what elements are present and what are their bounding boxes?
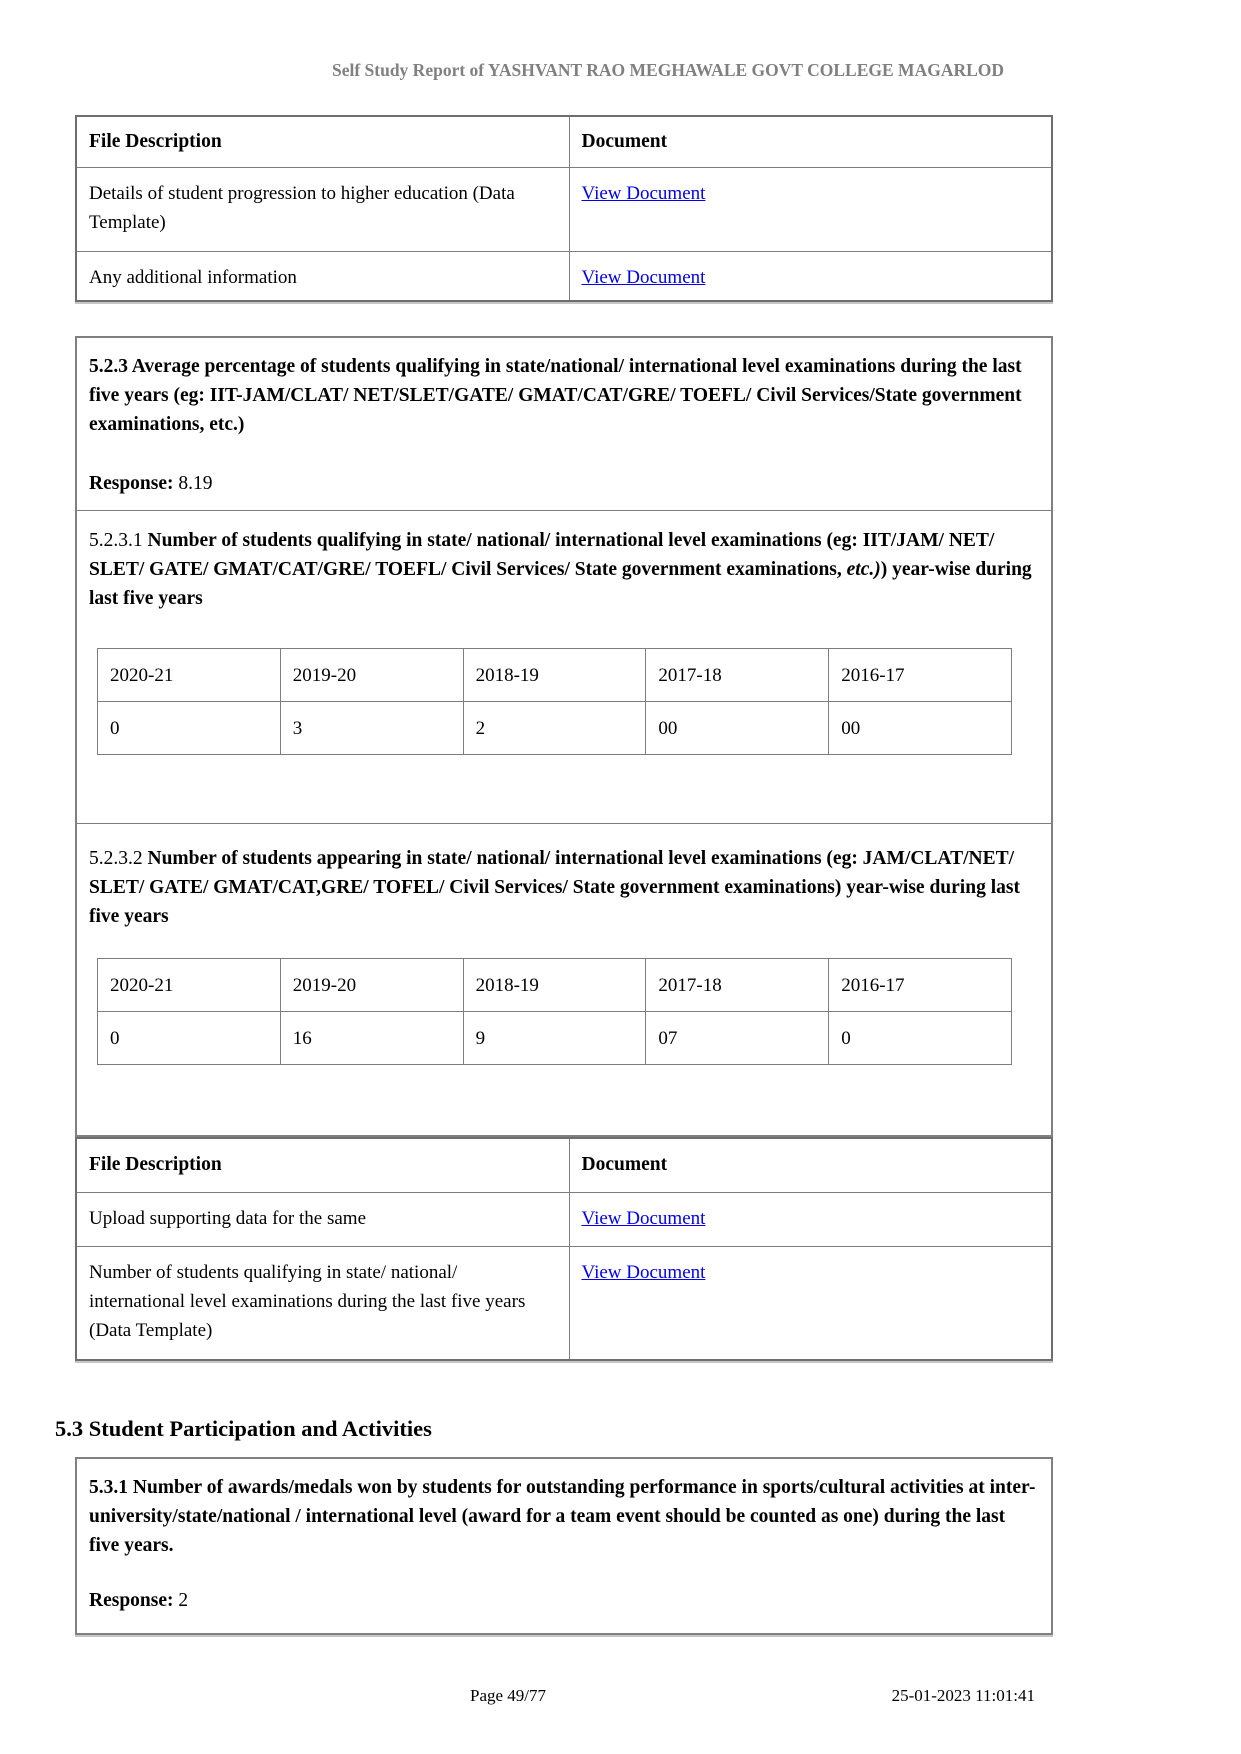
table-row xyxy=(76,1192,1052,1246)
table-row xyxy=(76,251,1052,301)
document-cell xyxy=(569,1192,1052,1246)
value-cell: 0 xyxy=(98,1012,281,1065)
response-label: Response: xyxy=(89,473,174,494)
file-description-cell: Upload supporting data for the same xyxy=(76,1192,569,1246)
value-row xyxy=(98,702,1012,755)
year-cell: 2016-17 xyxy=(829,649,1012,702)
view-document-link[interactable]: View Document xyxy=(581,266,706,288)
section-5-3-1-title: 5.3.1 Number of awards/medals won by students for outstanding performance in sports/cultural activities at inter-university/state/national / international level (award for a team event should be counted as one) during the last five years. xyxy=(89,1477,1036,1556)
file-description-cell: Number of students qualifying in state/ national/ international level examinations during the last five years (Data Template) xyxy=(76,1246,569,1360)
year-cell: 2019-20 xyxy=(280,649,463,702)
response-value: 8.19 xyxy=(178,473,213,494)
value-cell: 2 xyxy=(463,702,646,755)
running-header: Self Study Report of YASHVANT RAO MEGHAWALE GOVT COLLEGE MAGARLOD xyxy=(331,60,1005,80)
response-label: Response: xyxy=(89,1590,174,1611)
subsection-5-2-3-2 xyxy=(77,823,1051,1065)
value-cell: 3 xyxy=(280,702,463,755)
footer-page-number: Page 49/77 xyxy=(470,1686,547,1705)
section-5-3-1-header-block xyxy=(77,1459,1051,1615)
yearwise-table-qualifying xyxy=(97,648,1012,755)
document-cell xyxy=(569,167,1052,251)
year-cell: 2017-18 xyxy=(646,959,829,1012)
year-cell: 2018-19 xyxy=(463,649,646,702)
table-header-row xyxy=(76,1138,1052,1192)
year-cell: 2018-19 xyxy=(463,959,646,1012)
value-cell: 9 xyxy=(463,1012,646,1065)
year-cell: 2020-21 xyxy=(98,649,281,702)
subsection-5-2-3-1-text: 5.2.3.1 Number of students qualifying in state/ national/ international level examinations (eg: IIT/JAM/ NET/ SLET/ GATE/ GMAT/CAT/GRE/ TOEFL/ Civil Services/ State government examinations, etc.)) year-wise during last five years xyxy=(89,530,1032,609)
section-5-2-3-header-block xyxy=(77,338,1051,510)
year-cell: 2017-18 xyxy=(646,649,829,702)
response-value: 2 xyxy=(178,1590,189,1611)
value-cell: 16 xyxy=(280,1012,463,1065)
table-header-row xyxy=(76,116,1052,167)
col-header-document: Document xyxy=(569,116,1052,167)
year-header-row xyxy=(98,959,1012,1012)
file-table-top xyxy=(75,115,1053,302)
col-header-file-description: File Description xyxy=(76,1138,569,1192)
file-table-bottom xyxy=(75,1137,1053,1361)
value-cell: 0 xyxy=(98,702,281,755)
col-header-document: Document xyxy=(569,1138,1052,1192)
view-document-link[interactable]: View Document xyxy=(581,182,706,204)
file-description-cell: Details of student progression to higher education (Data Template) xyxy=(76,167,569,251)
section-5-2-3-title: 5.2.3 Average percentage of students qualifying in state/national/ international level examinations during the last five years (eg: IIT-JAM/CLAT/ NET/SLET/GATE/ GMAT/CAT/GRE/ TOEFL/ Civil Services/State government examinations, etc.) xyxy=(89,356,1022,435)
footer-timestamp: 25-01-2023 11:01:41 xyxy=(891,1686,1035,1705)
view-document-link[interactable]: View Document xyxy=(581,1261,706,1283)
table-row xyxy=(76,1246,1052,1360)
subsection-5-2-3-2-text: 5.2.3.2 Number of students appearing in state/ national/ international level examinations (eg: JAM/CLAT/NET/ SLET/ GATE/ GMAT/CAT,GRE/ TOFEL/ Civil Services/ State government examinations) year-wise during last five years xyxy=(89,848,1020,927)
section-5-3-1-box xyxy=(75,1457,1053,1635)
view-document-link[interactable]: View Document xyxy=(581,1207,706,1229)
file-description-cell: Any additional information xyxy=(76,251,569,301)
document-cell xyxy=(569,1246,1052,1360)
section-5-2-3-box xyxy=(75,336,1053,1137)
value-row xyxy=(98,1012,1012,1065)
section-5-3-1-response xyxy=(89,1586,1037,1615)
year-cell: 2016-17 xyxy=(829,959,1012,1012)
value-cell: 0 xyxy=(829,1012,1012,1065)
subsection-5-2-3-1 xyxy=(77,510,1051,823)
year-cell: 2019-20 xyxy=(280,959,463,1012)
section-5-3-heading: 5.3 Student Participation and Activities xyxy=(55,1416,432,1441)
value-cell: 00 xyxy=(646,702,829,755)
value-cell: 00 xyxy=(829,702,1012,755)
year-cell: 2020-21 xyxy=(98,959,281,1012)
section-5-2-3-response xyxy=(89,469,1037,498)
table-row xyxy=(76,167,1052,251)
document-cell xyxy=(569,251,1052,301)
yearwise-table-appearing xyxy=(97,958,1012,1065)
col-header-file-description: File Description xyxy=(76,116,569,167)
year-header-row xyxy=(98,649,1012,702)
value-cell: 07 xyxy=(646,1012,829,1065)
